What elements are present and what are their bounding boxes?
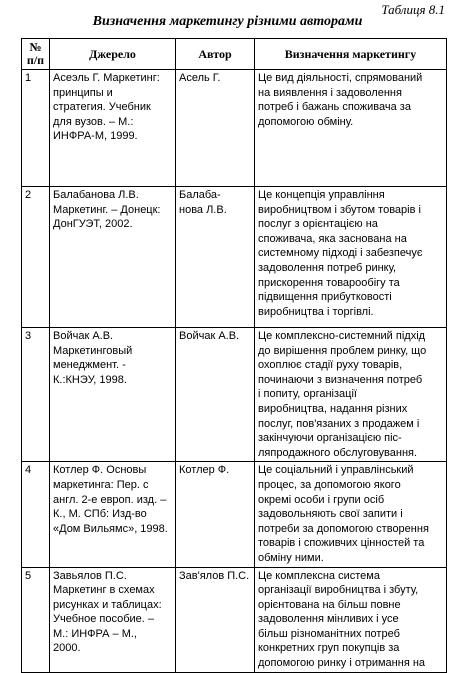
table-header-row: [22, 39, 447, 70]
header-author: Автор: [176, 39, 255, 70]
cell-source: Асеэль Г. Маркетинг: принципы и стратегия. Учебник для вузов. – М.: ИНФРА-М, 1999.: [50, 70, 176, 187]
cell-author: Асель Г.: [176, 70, 255, 187]
table-row: [22, 187, 447, 328]
cell-definition: Це вид діяльності, спрямований на виявлення і задоволення потреб і бажань споживача за допомогою обміну.: [255, 70, 447, 187]
cell-author: Войчак А.В.: [176, 328, 255, 462]
cell-author: Балаба- нова Л.В.: [176, 187, 255, 328]
cell-definition: Це комплексна система організації виробництва і збуту, орієнтована на більш повне задоволення мінливих і усе більш різноманітних потреб конкретних груп покупців за допомогою ринку і отримання на: [255, 567, 447, 672]
table-row: [22, 567, 447, 672]
cell-num: 2: [22, 187, 50, 328]
cell-author: Зав'ялов П.С.: [176, 567, 255, 672]
cell-num: 1: [22, 70, 50, 187]
definitions-table: [21, 38, 447, 673]
cell-definition: Це концепція управління виробництвом і збутом товарів і послуг з орієнтацією на споживача, яка заснована на системному підході і забезпечує задоволення потреб ринку, прискорення товарообігу та підвищення прибутковості виробництва і торгівлі.: [255, 187, 447, 328]
cell-definition: Це соціальний і управлінський процес, за допомогою якого окремі особи і групи осіб задовольняють свої запити і потреби за допомогою створення товарів і споживчих цінностей та обміну ними.: [255, 462, 447, 567]
table-number: Таблиця 8.1: [381, 2, 445, 17]
cell-source: Котлер Ф. Основы маркетинга: Пер. с англ. 2-е европ. изд. – К., М. СПб: Изд-во «Дом Вильямс», 1998.: [50, 462, 176, 567]
header-source: Джерело: [50, 39, 176, 70]
cell-source: Балабанова Л.В. Маркетинг. – Донецк: ДонГУЭТ, 2002.: [50, 187, 176, 328]
table-row: [22, 70, 447, 187]
cell-source: Войчак А.В. Маркетинговый менеджмент. - К.:КНЭУ, 1998.: [50, 328, 176, 462]
header-num: № п/п: [22, 39, 50, 70]
cell-definition: Це комплексно-системний підхід до вирішення проблем ринку, що охоплює стадії руху товарів, починаючи з визначення потреб і попиту, організації виробництва, надання різних послуг, пов'язаних з продажем і закінчуючи організацією піс- ляпродажного обслуговування.: [255, 328, 447, 462]
cell-source: Завьялов П.С. Маркетинг в схемах рисунках и таблицах: Учебное пособие. – М.: ИНФРА – М., 2000.: [50, 567, 176, 672]
cell-num: 4: [22, 462, 50, 567]
cell-num: 5: [22, 567, 50, 672]
cell-author: Котлер Ф.: [176, 462, 255, 567]
table-row: [22, 462, 447, 567]
table-title: Визначення маркетингу різними авторами: [92, 14, 363, 29]
header-definition: Визначення маркетингу: [255, 39, 447, 70]
cell-num: 3: [22, 328, 50, 462]
table-row: [22, 328, 447, 462]
